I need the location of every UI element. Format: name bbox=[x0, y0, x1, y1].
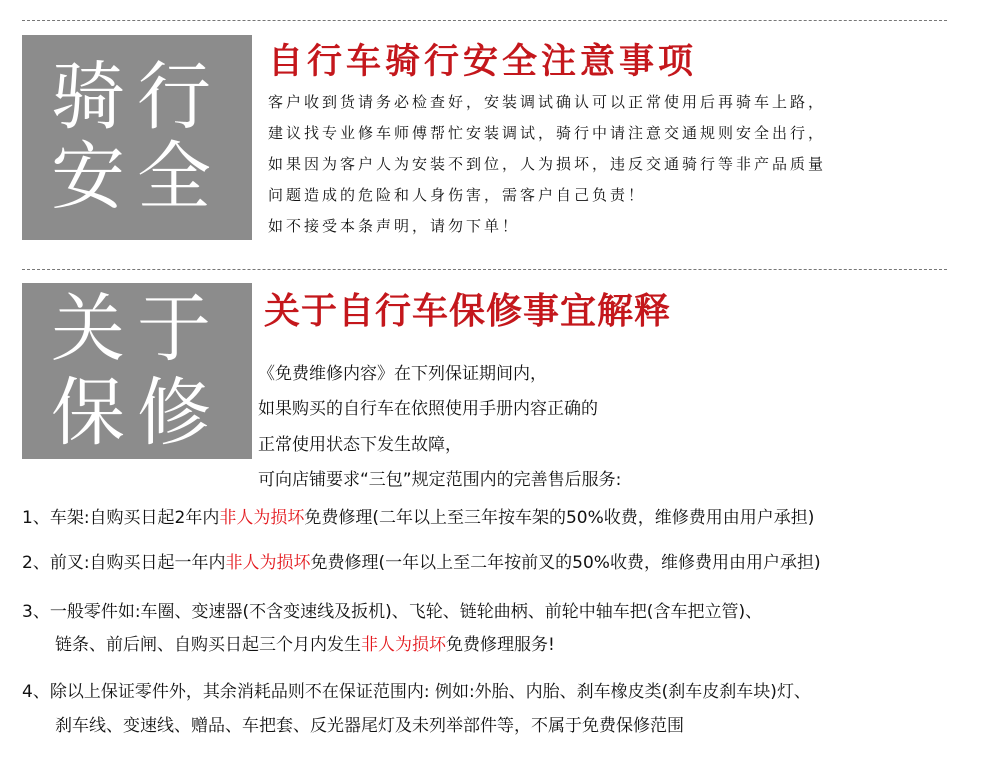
section1-badge bbox=[22, 35, 252, 240]
section2-line: 可向店铺要求“三包”规定范围内的完善售后服务: bbox=[258, 470, 622, 490]
warranty-item-consumables-line2: 刹车线、变速线、赠品、车把套、反光器尾灯及未列举部件等，不属于免费保修范围 bbox=[55, 716, 684, 736]
section1-line: 客户收到货请务必检查好，安装调试确认可以正常使用后再骑车上路， bbox=[268, 93, 827, 111]
section2-badge-line2: 保修 bbox=[51, 370, 223, 456]
item1-highlight: 非人为损坏 bbox=[219, 508, 305, 528]
divider-top bbox=[22, 20, 947, 21]
section2-badge-line1: 关于 bbox=[51, 286, 223, 372]
section1-title: 自行车骑行安全注意事项 bbox=[268, 42, 698, 82]
divider-middle bbox=[22, 269, 947, 270]
item3-text-end: 免费修理服务! bbox=[446, 635, 555, 655]
item3-text: 链条、前后闸、自购买日起三个月内发生 bbox=[55, 635, 361, 655]
item2-text: 2、前叉:自购买日起一年内 bbox=[22, 553, 226, 573]
section2-line: 如果购买的自行车在依照使用手册内容正确的 bbox=[258, 399, 598, 419]
warranty-item-parts-line1: 3、一般零件如:车圈、变速器(不含变速线及扳机)、飞轮、链轮曲柄、前轮中轴车把(含车把立管)、 bbox=[22, 602, 763, 622]
section1-badge-line2: 安全 bbox=[51, 134, 223, 220]
section2-line: 《免费维修内容》在下列保证期间内， bbox=[258, 364, 547, 384]
section2-title: 关于自行车保修事宜解释 bbox=[264, 291, 672, 332]
section1-line: 建议找专业修车师傅帮忙安装调试，骑行中请注意交通规则安全出行， bbox=[268, 124, 827, 142]
warranty-item-fork bbox=[22, 548, 821, 573]
section1-line: 问题造成的危险和人身伤害，需客户自己负责！ bbox=[268, 186, 647, 204]
item2-text-end: 免费修理(一年以上至二年按前叉的50%收费，维修费用由用户承担) bbox=[310, 553, 821, 573]
section1-badge-line1: 骑行 bbox=[51, 54, 223, 140]
section2-badge bbox=[22, 283, 252, 459]
section2-line: 正常使用状态下发生故障， bbox=[258, 435, 462, 455]
warranty-item-consumables-line1: 4、除以上保证零件外，其余消耗品则不在保证范围内: 例如:外胎、内胎、刹车橡皮类(刹车皮刹车块)灯、 bbox=[22, 682, 811, 702]
warranty-item-frame bbox=[22, 503, 814, 528]
warranty-item-parts-line2 bbox=[55, 630, 555, 655]
section1-line: 如果因为客户人为安装不到位，人为损坏，违反交通骑行等非产品质量 bbox=[268, 155, 827, 173]
item1-text: 1、车架:自购买日起2年内 bbox=[22, 508, 220, 528]
item1-text-end: 免费修理(二年以上至三年按车架的50%收费，维修费用由用户承担) bbox=[304, 508, 815, 528]
item3-highlight: 非人为损坏 bbox=[361, 635, 446, 655]
section1-line: 如不接受本条声明，请勿下单！ bbox=[268, 217, 521, 235]
item2-highlight: 非人为损坏 bbox=[225, 553, 311, 573]
